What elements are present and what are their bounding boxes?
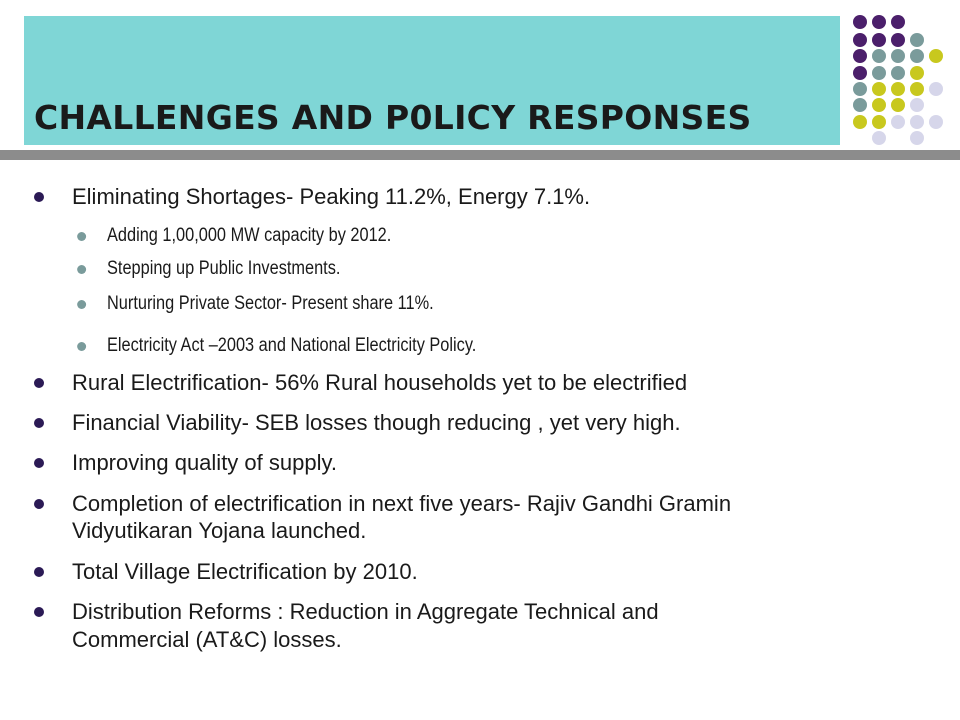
list-item-text: Distribution Reforms : Reduction in Aggregate Technical and [72,599,659,624]
list-item-text: Electricity Act –2003 and National Electricity Policy. [107,335,477,356]
list-item-text: Improving quality of supply. [72,450,337,475]
bullet-icon [77,342,86,351]
list-item [72,558,418,585]
list-item-text: Commercial (AT&C) losses. [72,627,342,652]
list-item-text: Eliminating Shortages- Peaking 11.2%, Energy 7.1%. [72,184,591,209]
list-item [72,183,590,210]
list-item-text: Financial Viability- SEB losses though reducing , yet very high. [72,410,681,435]
list-item [107,225,391,247]
list-item-text: Rural Electrification- 56% Rural households yet to be electrified [72,370,688,395]
bullet-icon [34,378,44,388]
list-item [107,293,434,315]
list-item-text: Total Village Electrification by 2010. [72,559,418,584]
list-item-text: Completion of electrification in next five years- Rajiv Gandhi Gramin [72,491,732,516]
bullet-icon [34,458,44,468]
list-item-text: Adding 1,00,000 MW capacity by 2012. [107,225,392,246]
bullet-icon [77,300,86,309]
list-item [72,490,731,517]
bullet-icon [34,499,44,509]
bullet-icon [34,567,44,577]
list-item [72,449,337,476]
slide-title: CHALLENGES AND P0LICY RESPONSES [34,98,752,137]
bullet-icon [77,265,86,274]
list-item-text: Nurturing Private Sector- Present share 11%. [107,293,434,314]
list-item [107,335,476,357]
list-item-continuation [72,626,342,653]
list-item [107,258,340,280]
list-item [72,369,687,396]
list-item [72,409,681,436]
list-item [72,598,659,625]
list-item-text: Vidyutikaran Yojana launched. [72,518,367,543]
bullet-icon [34,192,44,202]
list-item-text: Stepping up Public Investments. [107,258,341,279]
bullet-icon [34,418,44,428]
bullet-icon [77,232,86,241]
bullet-icon [34,607,44,617]
list-item-continuation [72,517,366,544]
